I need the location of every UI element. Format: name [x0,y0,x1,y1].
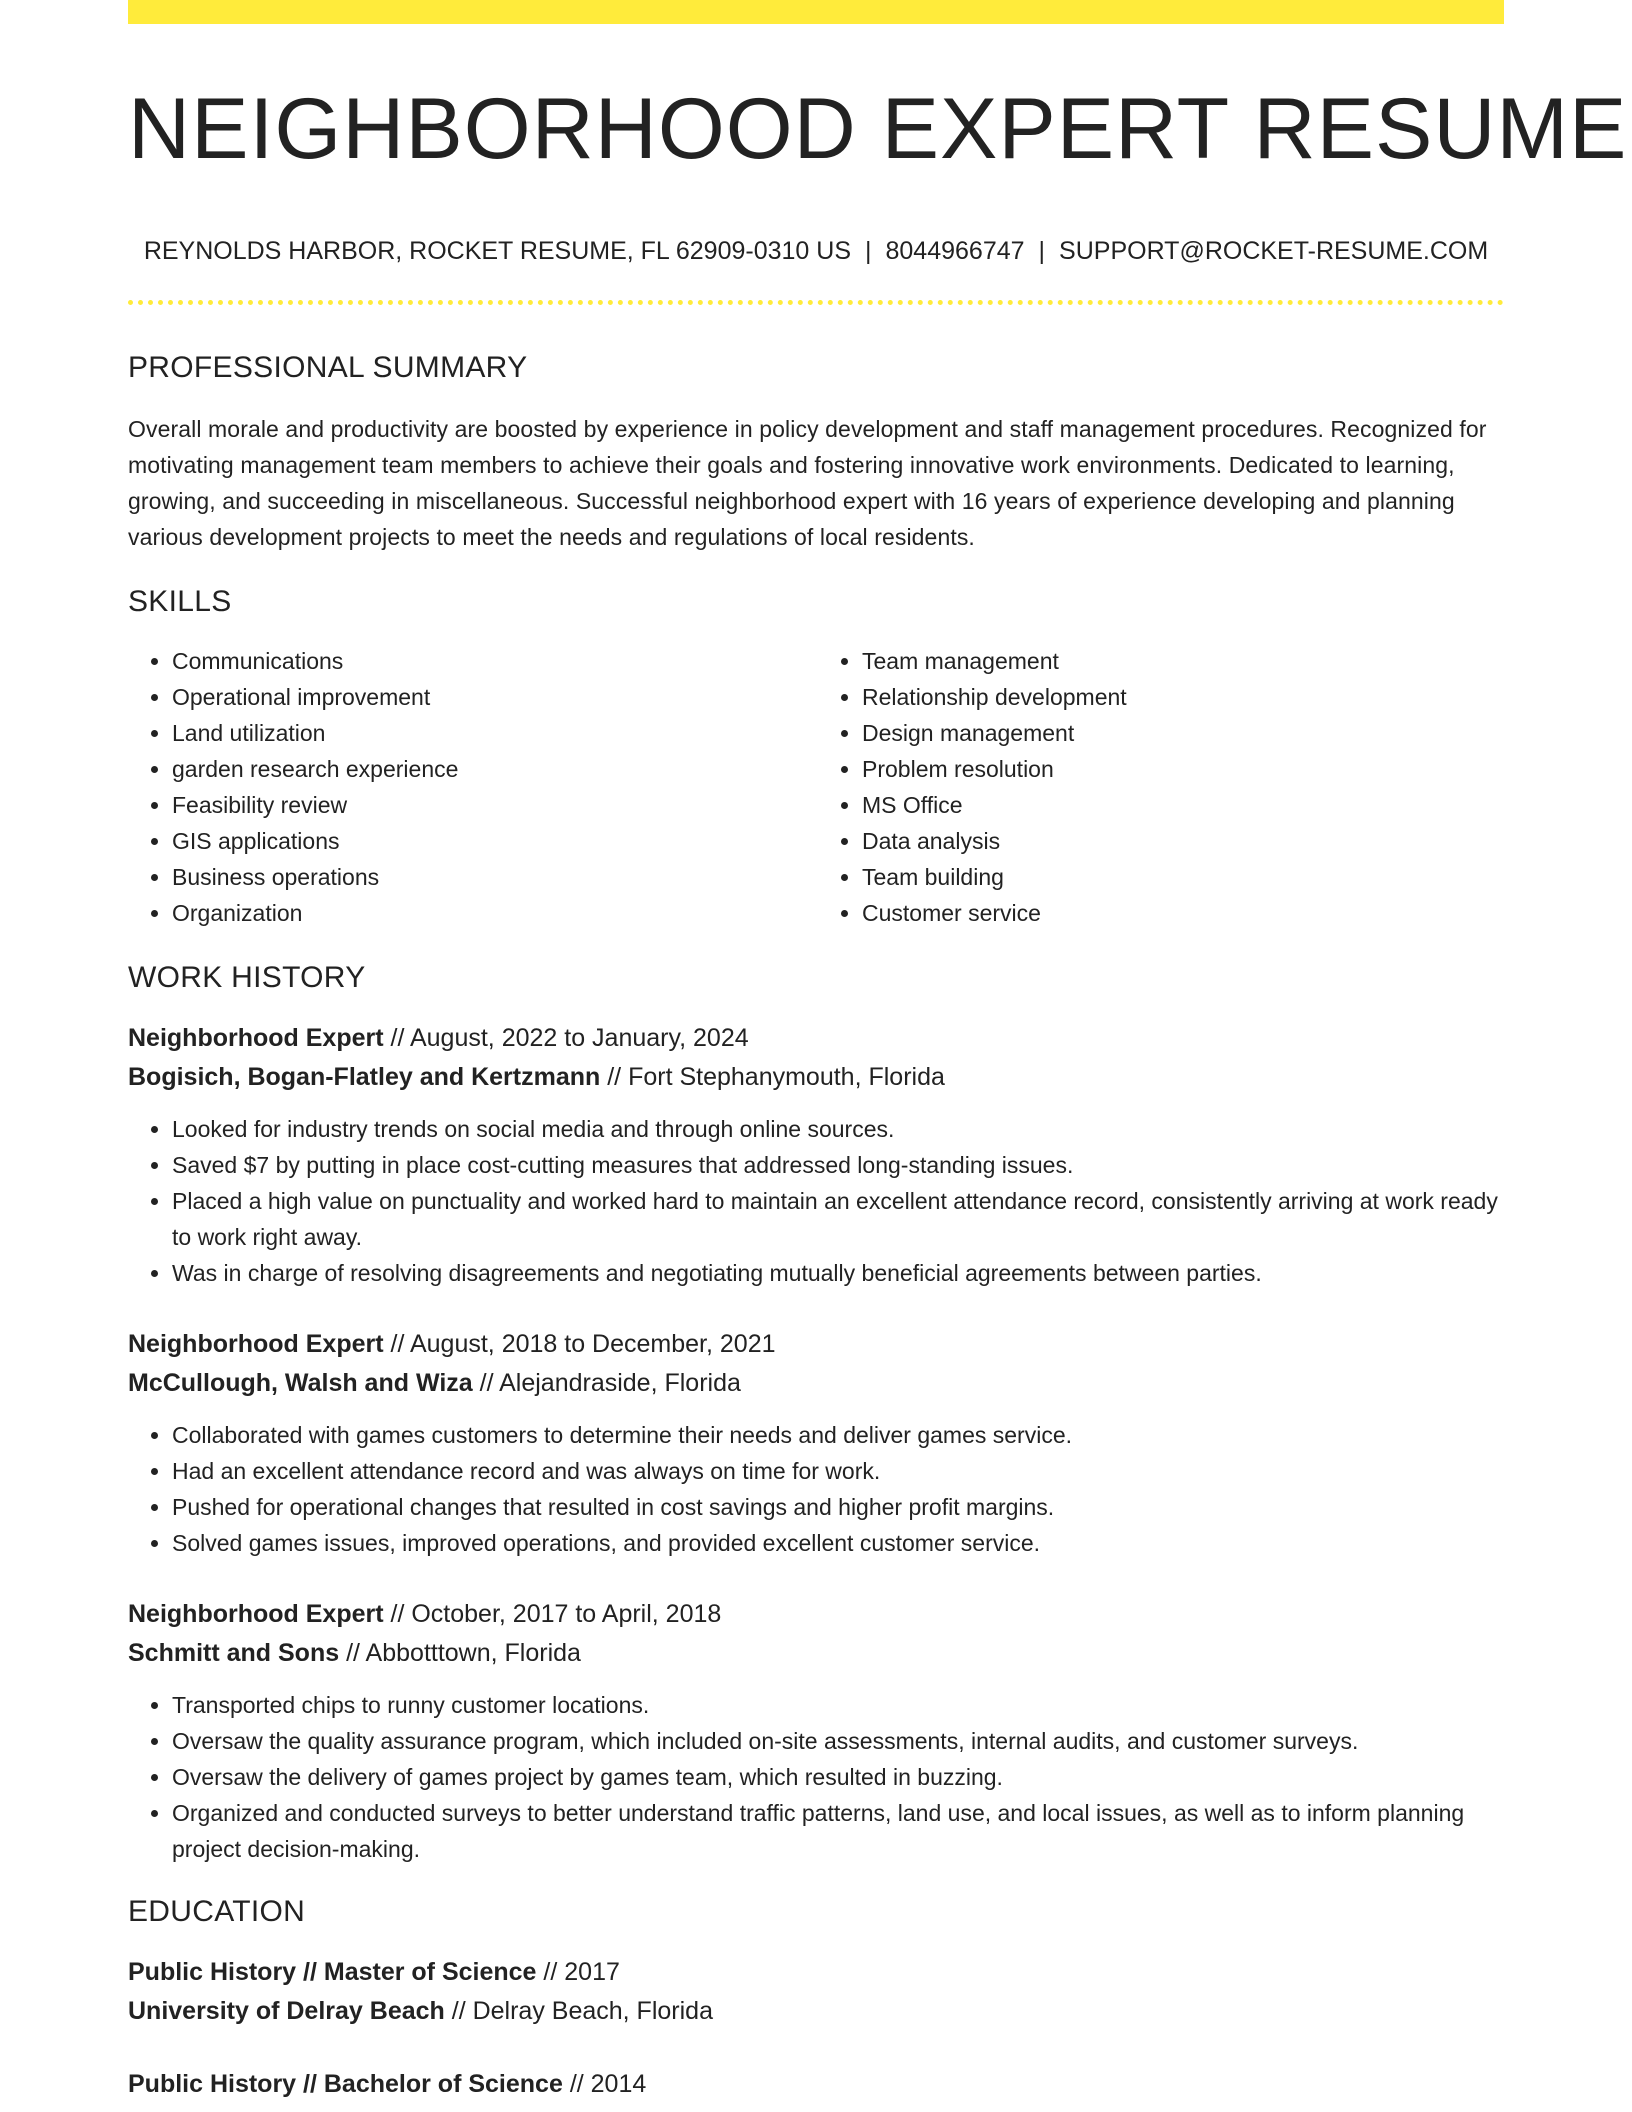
education-entry [128,1953,1504,2031]
job-entry [128,1595,1504,1867]
job-bullet: • Had an excellent attendance record and was always on time for work. [172,1453,1504,1489]
education-year: // 2017 [543,1957,620,1986]
job-company-line [128,1364,1504,1403]
job-company: McCullough, Walsh and Wiza [128,1368,473,1397]
job-bullet: • Organized and conducted surveys to better understand traffic patterns, land use, and local issues, as well as to inform planning project decision-making. [172,1795,1504,1867]
resume-title: NEIGHBORHOOD EXPERT RESUME [128,81,1628,177]
skill-item: • Business operations [172,859,806,895]
contact-separator: | [865,236,872,265]
education-location: // Delray Beach, Florida [451,1996,713,2025]
skill-item: • Problem resolution [862,751,1496,787]
skills-list [128,643,1504,931]
skill-item: • Customer service [862,895,1496,931]
job-bullet: • Placed a high value on punctuality and worked hard to maintain an excellent attendance record, consistently arriving at work ready to work right away. [172,1183,1504,1255]
job-location: // Alejandraside, Florida [479,1368,741,1397]
skill-item: • GIS applications [172,823,806,859]
top-accent-bar [128,0,1504,24]
skill-item: • Team management [862,643,1496,679]
skill-item: • Data analysis [862,823,1496,859]
job-bullet: • Saved $7 by putting in place cost-cutting measures that addressed long-standing issues. [172,1147,1504,1183]
job-title: Neighborhood Expert [128,1599,384,1628]
dotted-divider [128,300,1504,305]
education-school: University of Delray Beach [128,1996,445,2025]
job-bullet: • Oversaw the delivery of games project by games team, which resulted in buzzing. [172,1759,1504,1795]
job-title: Neighborhood Expert [128,1023,384,1052]
job-company: Bogisich, Bogan-Flatley and Kertzmann [128,1062,601,1091]
skills-heading: SKILLS [128,584,232,618]
skill-item: • Organization [172,895,806,931]
job-location: // Fort Stephanymouth, Florida [607,1062,945,1091]
job-bullet: • Solved games issues, improved operations, and provided excellent customer service. [172,1525,1504,1561]
job-dates: // August, 2018 to December, 2021 [390,1329,776,1358]
job-company: Schmitt and Sons [128,1638,340,1667]
job-location: // Abbotttown, Florida [346,1638,581,1667]
job-bullets [128,1111,1504,1291]
skills-column-right [806,643,1496,931]
education-degree-line [128,2065,1504,2104]
skill-item: • garden research experience [172,751,806,787]
job-title-line [128,1019,1504,1058]
job-title-line [128,1325,1504,1364]
job-title: Neighborhood Expert [128,1329,384,1358]
summary-heading: PROFESSIONAL SUMMARY [128,350,528,384]
job-bullet: • Looked for industry trends on social media and through online sources. [172,1111,1504,1147]
education-year: // 2014 [569,2069,647,2098]
education-degree: Public History // Master of Science [128,1957,537,1986]
summary-text: Overall morale and productivity are boosted by experience in policy development and staff management procedures. Recognized for motivating management team members to achieve their goals and fostering innovative work environments. Dedicated to learning, growing, and succeeding in miscellaneous. Successful neighborhood expert with 16 years of experience developing and planning various development projects to meet the needs and regulations of local residents. [128,415,1487,550]
resume-page [128,0,1628,2104]
job-bullets [128,1687,1504,1867]
job-company-line [128,1058,1504,1097]
skill-item: • Feasibility review [172,787,806,823]
job-dates: // August, 2022 to January, 2024 [390,1023,749,1052]
skill-item: • Design management [862,715,1496,751]
skill-item: • Land utilization [172,715,806,751]
job-title-line [128,1595,1504,1634]
skill-item: • Team building [862,859,1496,895]
job-dates: // October, 2017 to April, 2018 [390,1599,722,1628]
job-bullet: • Was in charge of resolving disagreements and negotiating mutually beneficial agreements between parties. [172,1255,1504,1291]
job-company-line [128,1634,1504,1673]
contact-separator: | [1038,236,1046,265]
skill-item: • Communications [172,643,806,679]
work-history-heading: WORK HISTORY [128,960,366,994]
education-school-line [128,1992,1504,2031]
job-bullet: • Transported chips to runny customer locations. [172,1687,1504,1723]
contact-phone: 8044966747 [885,236,1025,265]
education-entry [128,2065,1504,2104]
skills-column-left [128,643,806,931]
job-bullet: • Collaborated with games customers to determine their needs and deliver games service. [172,1417,1504,1453]
contact-line [128,237,1504,266]
skill-item: • Relationship development [862,679,1496,715]
education-heading: EDUCATION [128,1894,306,1928]
education-degree: Public History // Bachelor of Science [128,2069,563,2098]
job-bullet: • Oversaw the quality assurance program, which included on-site assessments, internal audits, and customer surveys. [172,1723,1504,1759]
job-bullets [128,1417,1504,1561]
job-bullet: • Pushed for operational changes that resulted in cost savings and higher profit margins. [172,1489,1504,1525]
contact-address: REYNOLDS HARBOR, ROCKET RESUME, FL 62909-0310 US [143,236,851,265]
education-degree-line [128,1953,1504,1992]
job-entry [128,1325,1504,1561]
skill-item: • MS Office [862,787,1496,823]
job-entry [128,1019,1504,1291]
contact-email: SUPPORT@ROCKET-RESUME.COM [1059,236,1489,265]
skill-item: • Operational improvement [172,679,806,715]
